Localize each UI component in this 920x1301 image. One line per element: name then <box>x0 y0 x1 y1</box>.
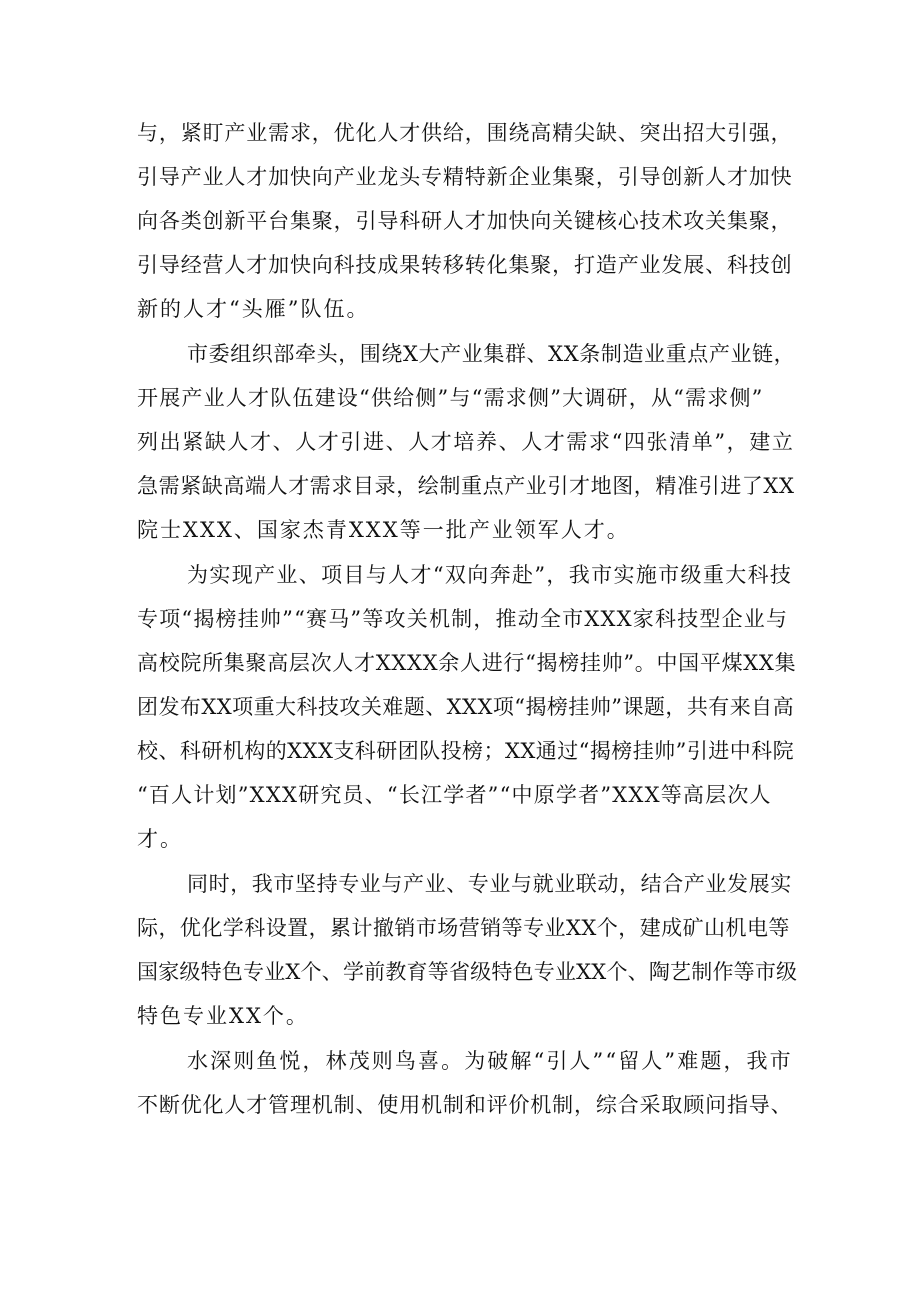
text-line: 团发布XX项重大科技攻关难题、XXX项“揭榜挂帅”课题，共有来自高 <box>137 695 795 719</box>
text-line: “百人计划”XXX研究员、“长江学者”“中原学者”XXX等高层次人 <box>137 783 772 807</box>
text-line: 才。 <box>137 827 183 851</box>
text-line: 特色专业XX个。 <box>137 1004 309 1028</box>
text-line: 高校院所集聚高层次人才XXXX余人进行“揭榜挂帅”。中国平煤XX集 <box>137 651 797 675</box>
text-line: 开展产业人才队伍建设“供给侧”与“需求侧”大调研，从“需求侧” <box>137 386 764 410</box>
text-line: 向各类创新平台集聚，引导科研人才加快向关键核心技术攻关集聚， <box>137 209 793 233</box>
text-line: 水深则鱼悦，林茂则鸟喜。为破解“引人”“留人”难题，我市 <box>187 1049 793 1073</box>
text-line: 急需紧缺高端人才需求目录，绘制重点产业引才地图，精准引进了XX <box>137 474 795 498</box>
text-line: 市委组织部牵头，围绕X大产业集群、XX条制造业重点产业链， <box>187 342 796 366</box>
text-line: 国家级特色专业X个、学前教育等省级特色专业XX个、陶艺制作等市级 <box>137 960 798 984</box>
text-line: 专项“揭榜挂帅”“赛马”等攻关机制，推动全市XXX家科技型企业与 <box>137 607 789 631</box>
text-line: 校、科研机构的XXX支科研团队投榜；XX通过“揭榜挂帅”引进中科院 <box>137 739 795 763</box>
text-line: 院士XXX、国家杰青XXX等一批产业领军人才。 <box>137 518 630 542</box>
text-line: 为实现产业、项目与人才“双向奔赴”，我市实施市级重大科技 <box>187 563 793 587</box>
text-line: 不断优化人才管理机制、使用机制和评价机制，综合采取顾问指导、 <box>137 1093 793 1117</box>
text-line: 新的人才“头雁”队伍。 <box>137 297 370 321</box>
text-line: 引导产业人才加快向产业龙头专精特新企业集聚，引导创新人才加快 <box>137 165 793 189</box>
text-line: 列出紧缺人才、人才引进、人才培养、人才需求“四张清单”，建立 <box>137 430 795 454</box>
text-line: 同时，我市坚持专业与产业、专业与就业联动，结合产业发展实 <box>187 872 792 896</box>
text-line: 引导经营人才加快向科技成果转移转化集聚，打造产业发展、科技创 <box>137 253 793 277</box>
text-line: 际，优化学科设置，累计撤销市场营销等专业XX个，建成矿山机电等 <box>137 916 790 940</box>
text-line: 与，紧盯产业需求，优化人才供给，围绕高精尖缺、突出招大引强， <box>137 121 793 145</box>
